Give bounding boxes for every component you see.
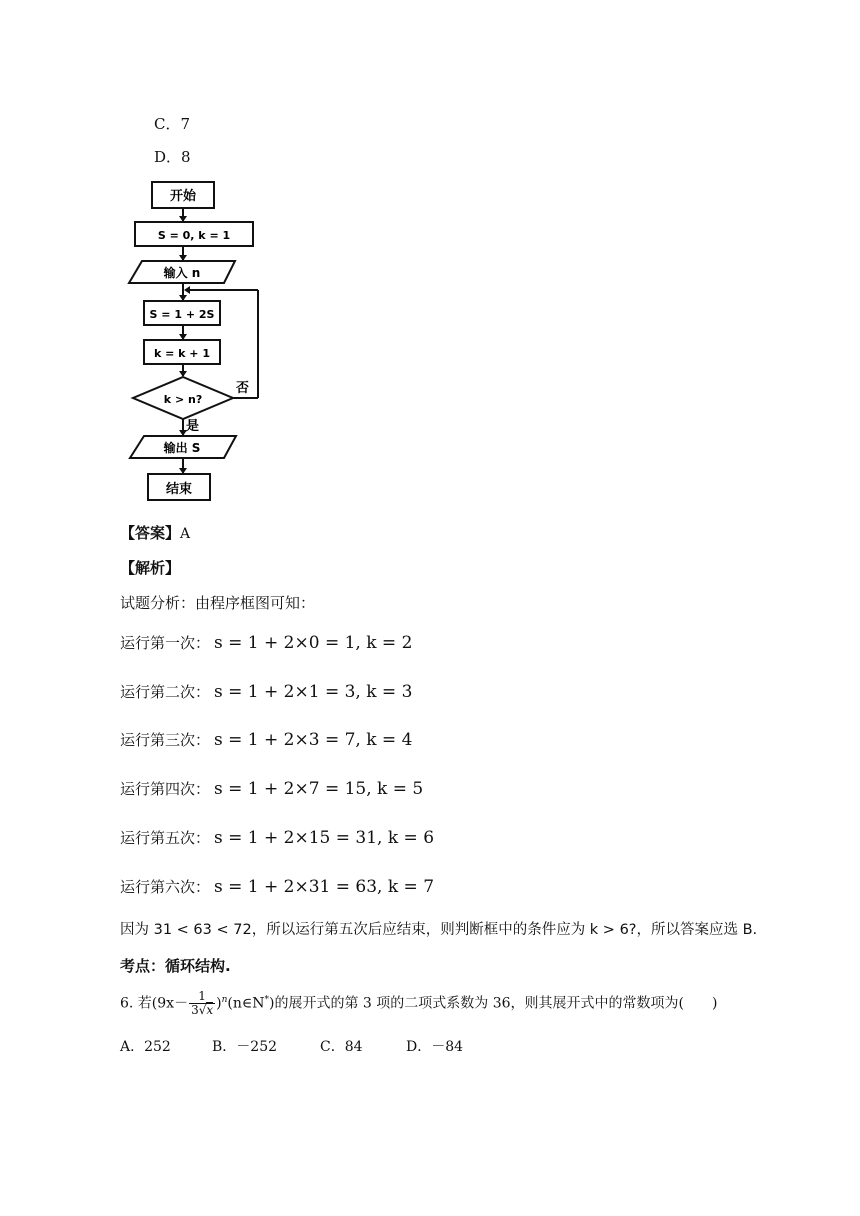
run-equation: s = 1 + 2×31 = 63, k = 7 (214, 877, 435, 897)
question-6-stem (120, 990, 717, 1017)
flow-assign-s-label: S = 1 + 2S (149, 308, 215, 321)
flow-no-label: 否 (236, 381, 250, 396)
run-equation: s = 1 + 2×15 = 31, k = 6 (214, 828, 435, 848)
run-label: 运行第三次： (120, 731, 211, 749)
run-label: 运行第一次： (120, 634, 211, 652)
flow-start-label: 开始 (169, 189, 197, 204)
run-line-1 (120, 632, 412, 653)
q6-frac-denominator (189, 1004, 215, 1017)
run-equation: s = 1 + 2×7 = 15, k = 5 (214, 779, 424, 799)
analysis-topic: 考点：循环结构. (120, 957, 231, 975)
choice-d: D．－84 (406, 1039, 464, 1055)
q6-domain-sup: * (264, 994, 270, 1005)
option-d: D．8 (154, 148, 191, 166)
flow-end-label: 结束 (165, 482, 193, 497)
sqrt-icon: √ (198, 1003, 207, 1017)
run-label: 运行第二次： (120, 683, 211, 701)
q6-exponent: n (221, 994, 228, 1005)
answer-heading: 【答案】 (120, 524, 181, 542)
q6-domain: (n∈N (227, 995, 265, 1012)
flow-yes-label: 是 (186, 419, 200, 434)
q6-prefix: 6. 若(9x－ (120, 995, 189, 1012)
option-c: C．7 (154, 115, 191, 133)
flow-input-label: 输入 n (163, 266, 201, 280)
run-line-2 (120, 681, 412, 702)
q6-frac-numerator: 1 (189, 990, 215, 1004)
flow-decision-label: k > n? (163, 393, 203, 406)
analysis-conclusion: 因为 31 < 63 < 72，所以运行第五次后应结束，则判断框中的条件应为 k > 6?，所以答案应选 B. (120, 922, 758, 938)
run-equation: s = 1 + 2×1 = 3, k = 3 (214, 682, 413, 702)
run-label: 运行第四次： (120, 780, 211, 798)
run-line-3 (120, 729, 412, 750)
q6-close-paren: ) (216, 995, 222, 1012)
question-6-choices (120, 1036, 463, 1056)
answer-value: A (180, 526, 191, 542)
choice-c: C．84 (320, 1039, 363, 1055)
run-line-6 (120, 876, 434, 897)
run-line-4 (120, 778, 423, 799)
q6-frac-den-coef: 3 (191, 1003, 199, 1017)
choice-b: B．－252 (212, 1039, 278, 1055)
q6-fraction (189, 990, 215, 1017)
run-label: 运行第六次： (120, 878, 211, 896)
run-equation: s = 1 + 2×3 = 7, k = 4 (214, 730, 413, 750)
flow-assign-k-label: k = k + 1 (153, 347, 211, 360)
analysis-heading: 【解析】 (120, 559, 181, 577)
flow-init-label: S = 0, k = 1 (157, 229, 231, 242)
q6-tail: )的展开式的第 3 项的二项式系数为 36，则其展开式中的常数项为( ) (269, 995, 718, 1012)
q6-frac-den-radicand: x (206, 1003, 214, 1017)
flowchart (120, 178, 270, 504)
analysis-intro: 试题分析：由程序框图可知： (120, 594, 316, 612)
choice-a: A．252 (120, 1039, 171, 1055)
run-equation: s = 1 + 2×0 = 1, k = 2 (214, 633, 413, 653)
run-line-5 (120, 827, 434, 848)
answer-line (120, 522, 190, 543)
flow-output-label: 输出 S (163, 441, 201, 455)
run-label: 运行第五次： (120, 829, 211, 847)
